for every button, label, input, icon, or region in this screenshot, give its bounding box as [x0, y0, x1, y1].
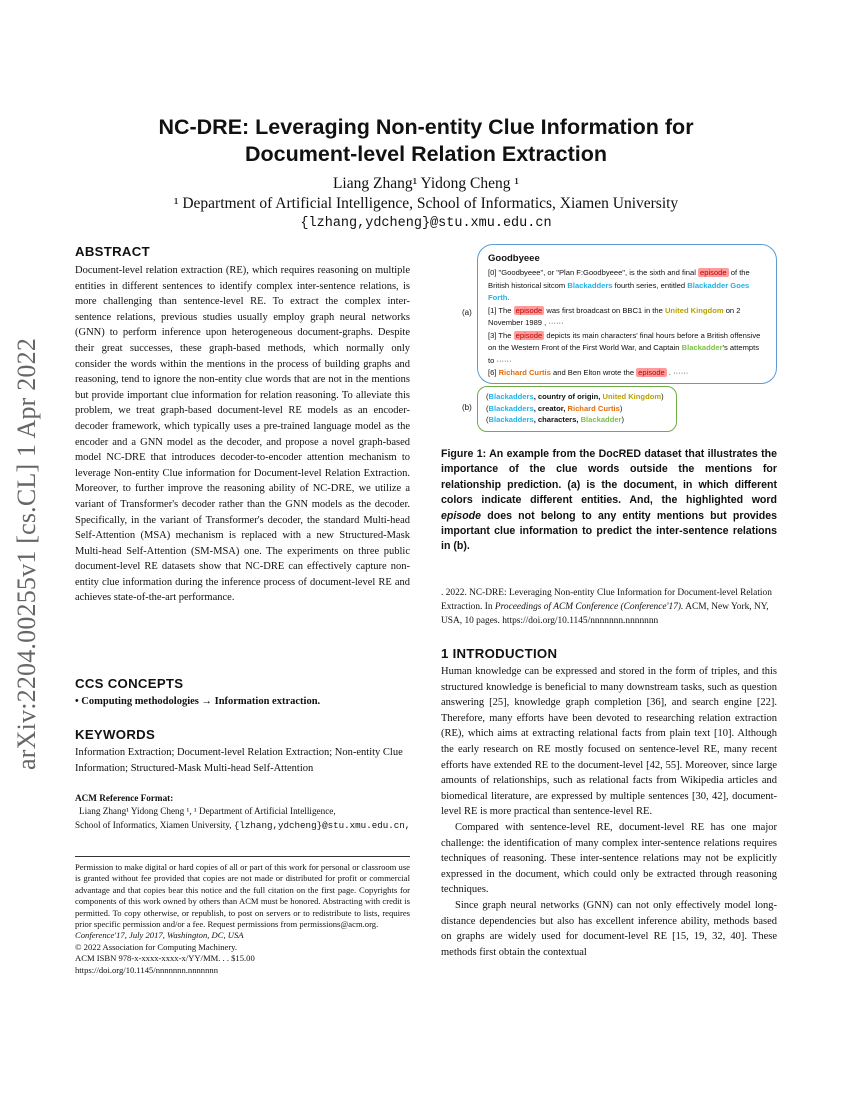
- ccs-body: • Computing methodologies → Information extraction.: [75, 696, 321, 707]
- figure-sentence-6: [6] Richard Curtis and Ben Elton wrote the episode . ······: [488, 368, 689, 377]
- intro-paragraph-1: Human knowledge can be expressed and stored in the form of triples, and this structured knowledge is beneficial to many downstream tasks, such as question answering [25], knowledge graph completion [36], and search engine [22]. Therefore, many efforts have been devoted to researching relation extraction (RE), which aims at extracting relational facts from plain text [10]. Although the early research on RE mostly focused on sentence-level RE, many recent efforts have extended RE to the document-level [42, 55]. Moreover, since large amounts of relationships, such as relational facts from Wikipedia articles and biomedical literature, are expressed by multiple sentences [30, 42], document-level RE is more practical than sentence-level RE.: [441, 666, 777, 818]
- figure-relations-box: [477, 386, 677, 432]
- figure-label-b: (b): [462, 403, 472, 412]
- figure-document-box: [477, 244, 777, 384]
- highlight-episode: episode: [638, 368, 665, 377]
- abstract-heading: ABSTRACT: [75, 244, 150, 259]
- title-line-1: NC-DRE: Leveraging Non-entity Clue Information for: [158, 115, 694, 139]
- figure-caption: Figure 1: An example from the DocRED dataset that illustrates the importance of the clue words outside the mentions for relationship prediction. (a) is the document, in which different colors indicate different entities. And, the highlighted word episode does not belong to any entity mentions but provides important clue information to predict the inter-sentence relations in (b).: [441, 448, 777, 553]
- title-line-2: Document-level Relation Extraction: [245, 142, 607, 166]
- acm-ref-line2: School of Informatics, Xiamen University, {lzhang,ydcheng}@stu.xmu.edu.cn,: [75, 819, 411, 831]
- abstract-body: Document-level relation extraction (RE), which requires reasoning on multiple entities in different sentences to identify complex inter-sentence relations, is more challenging than sentence-level RE. To extract the complex inter-sentence relations, previous studies usually employ graph neural networks (GNN) to perform inference upon heterogeneous document-graphs. Despite their great successes, these graph-based methods, which normally only consider the words within the mentions in the process of building graphs and reasoning, tend to ignore the non-entity clue words that are not in the mentions but provide important clue information for relation reasoning. To alleviate this problem, we treat graph-based document-level RE models as an encoder-decoder framework, which typically uses a pre-trained language model as the encoder and a GNN model as the decoder, and propose a novel graph-based model NC-DRE that introduces decoder-to-encoder attention mechanism to leverage Non-entity Clue information for Document-level Relation Extraction. Moreover, to further improve the reasoning ability of NC-DRE, we utilize a variant of Transformer's decoder rather than the GNN models as the decoder. Specifically, in the variant of Transformer's decoder, the standard Multi-head Self-Attention (MSA) mechanism is replaced with a new Structured-Mask Multi-head Self-Attention (SM-MSA) one. The experiments on three public document-level RE datasets show that NC-DRE can effectively capture non-entity clue information during the inference process of document-level RE and achieves state-of-the-art performance.: [75, 265, 410, 604]
- intro-heading: 1 INTRODUCTION: [441, 646, 558, 661]
- arxiv-stamp: arXiv:2204.00255v1 [cs.CL] 1 Apr 2022: [12, 337, 41, 770]
- acm-reference: [75, 792, 410, 832]
- entity-united-kingdom: United Kingdom: [664, 305, 724, 315]
- doi: https://doi.org/10.1145/nnnnnnn.nnnnnnn: [75, 964, 218, 975]
- acm-ref-line1: Liang Zhang¹ Yidong Cheng ¹, ¹ Department of Artificial Intelligence,: [79, 806, 336, 817]
- highlight-episode: episode: [515, 330, 543, 340]
- entity-richard-curtis: Richard Curtis: [498, 368, 551, 377]
- entity-blackadder-goes-forth: Blackadder Goes Forth.: [488, 280, 750, 302]
- paper-title: [80, 114, 772, 168]
- introduction-section: [441, 646, 777, 960]
- entity-blackadder: Blackadder: [681, 343, 723, 352]
- relation-triple-1: (Blackadders, country of origin, United Kingdom): [486, 392, 664, 401]
- abstract-section: [75, 244, 410, 606]
- permission-block: [75, 862, 410, 976]
- figure-sentence-3: [3] The episode depicts its main characters' final hours before a British offensive on the Western Front of the First World War, and Captain Blackadder's attempts to ······: [488, 330, 761, 365]
- keywords-body: Information Extraction; Document-level Relation Extraction; Non-entity Clue Information; Structured-Mask Multi-head Self-Attention: [75, 747, 403, 774]
- entity-blackadders: Blackadders: [567, 280, 613, 290]
- ccs-heading: CCS CONCEPTS: [75, 676, 184, 691]
- figure-sentence-1: [1] The episode was first broadcast on BBC1 in the United Kingdom on 2 November 1989 , ······: [488, 305, 741, 327]
- intro-paragraph-3: Since graph neural networks (GNN) can not only effectively model long-distance dependencies but also has excellent inference ability, methods based on graphs are widely used for document-level RE [15, 19, 32, 40]. These methods first obtain the contextual: [441, 899, 777, 958]
- figure-doc-title: Goodbyeee: [488, 253, 540, 264]
- intro-paragraph-2: Compared with sentence-level RE, document-level RE has one major challenge: the identification of many complex inter-sentence relations requires techniques of reasoning. These inter-sentence relations may not be explicitly expressed in the document, which could only be extracted through reasoning techniques.: [441, 821, 777, 896]
- isbn: ACM ISBN 978-x-xxxx-xxxx-x/YY/MM. . . $15.00: [75, 953, 255, 964]
- relation-triple-3: (Blackadders, characters, Blackadder): [486, 415, 625, 424]
- copyright: © 2022 Association for Computing Machinery.: [75, 941, 238, 952]
- keywords-section: [75, 727, 410, 776]
- highlight-episode: episode: [515, 305, 543, 315]
- footnote-rule: [75, 856, 410, 857]
- figure-label-a: (a): [462, 308, 472, 317]
- highlight-episode: episode: [700, 268, 727, 277]
- conference-info: Conference'17, July 2017, Washington, DC, USA: [75, 930, 244, 941]
- email: {lzhang,ydcheng}@stu.xmu.edu.cn: [300, 216, 552, 231]
- authors: Liang Zhang¹ Yidong Cheng ¹: [332, 175, 520, 192]
- acm-ref-email: {lzhang,ydcheng}@stu.xmu.edu.cn,: [233, 819, 411, 831]
- permission-text: Permission to make digital or hard copies of all or part of this work for personal or classroom use is granted without fee provided that copies are not made or distributed for profit or commercial advantage and that copies bear this notice and the full citation on the first page. Copyrights for components of this work owned by others than ACM must be honored. Abstracting with credit is permitted. To copy otherwise, or republish, to post on servers or to redistribute to lists, requires prior specific permission and/or a fee. Request permissions from permissions@acm.org.: [75, 862, 410, 930]
- figure-sentence-0: [0] "Goodbyeee", or "Plan F:Goodbyeee", is the sixth and final episode of the British historical sitcom Blackadders fourth series, entitled Blackadder Goes Forth.: [488, 268, 750, 302]
- ccs-section: [75, 676, 410, 710]
- affiliation: ¹ Department of Artificial Intelligence, School of Informatics, Xiamen University: [173, 195, 679, 212]
- acm-ref-heading: ACM Reference Format:: [75, 793, 174, 803]
- keywords-heading: KEYWORDS: [75, 727, 156, 742]
- acm-ref-continuation: . 2022. NC-DRE: Leveraging Non-entity Clue Information for Document-level Relation Extraction. In Proceedings of ACM Conference (Conference'17). ACM, New York, NY, USA, 10 pages. https://doi.org/10.1145/nnnnnnn.nnnnnnn: [441, 588, 772, 626]
- relation-triple-2: (Blackadders, creator, Richard Curtis): [486, 403, 623, 413]
